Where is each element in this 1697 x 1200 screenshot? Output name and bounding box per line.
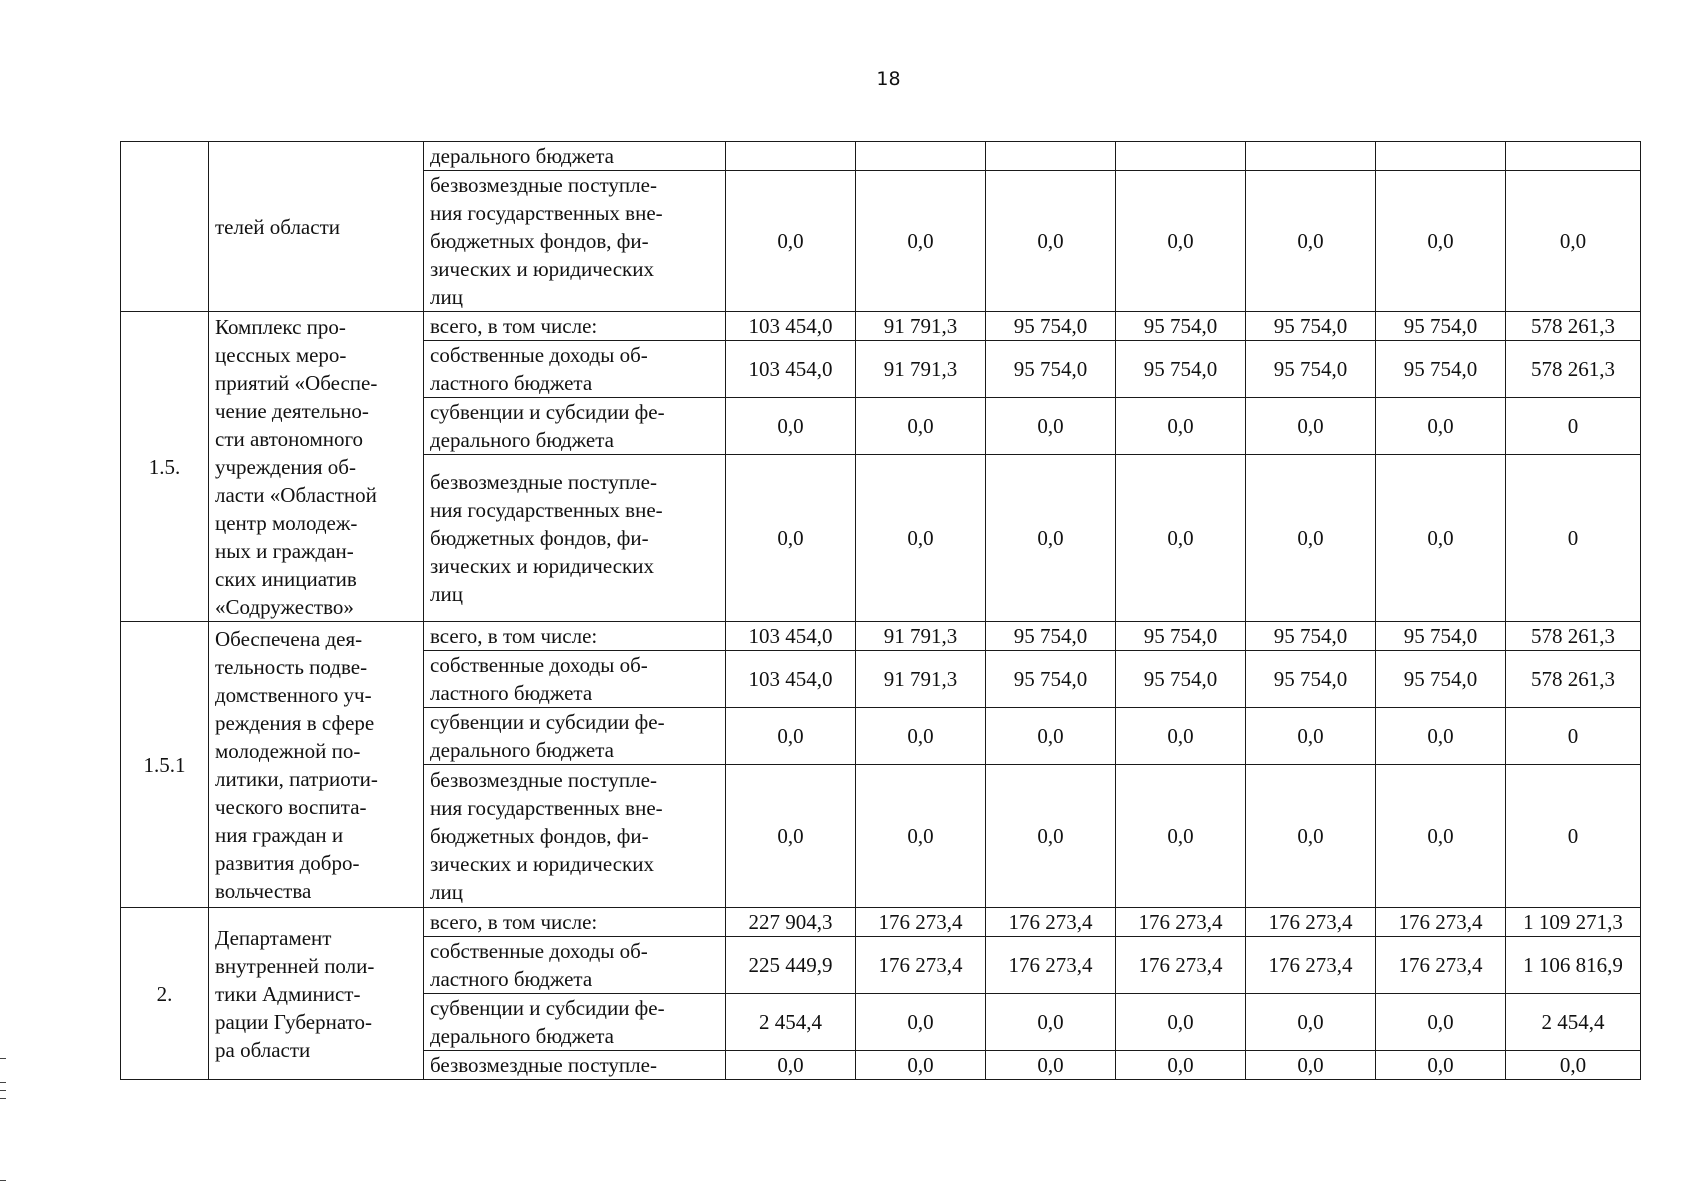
value-cell: 176 273,4 (1376, 908, 1506, 937)
code-cell: 1.5. (121, 312, 209, 622)
value-cell: 0,0 (726, 708, 856, 765)
value-cell: 176 273,4 (856, 908, 986, 937)
value-cell: 0,0 (1246, 398, 1376, 455)
value-cell: 225 449,9 (726, 937, 856, 994)
value-cell: 0,0 (986, 171, 1116, 312)
source-cell: всего, в том числе: (424, 622, 726, 651)
value-cell: 0,0 (1116, 765, 1246, 908)
value-cell: 227 904,3 (726, 908, 856, 937)
value-cell: 0,0 (1246, 994, 1376, 1051)
value-cell: 0,0 (986, 765, 1116, 908)
value-cell: 0,0 (1246, 765, 1376, 908)
source-cell: всего, в том числе: (424, 908, 726, 937)
name-cell: Комплекс про- цессных меро- приятий «Обеспе- чение деятельно- сти автономного учреждения об- ласти «Областной центр молодеж- ных и граждан- ских инициатив «Содружество» (209, 312, 424, 622)
source-cell: субвенции и субсидии фе- дерального бюджета (424, 398, 726, 455)
value-cell: 0,0 (1246, 708, 1376, 765)
value-cell: 95 754,0 (1246, 312, 1376, 341)
scan-edge-mark (0, 1180, 6, 1181)
value-cell: 0,0 (726, 1051, 856, 1080)
value-cell: 0,0 (726, 398, 856, 455)
table-row (121, 622, 1641, 651)
budget-table (120, 141, 1641, 1080)
value-cell: 0,0 (1506, 171, 1641, 312)
value-cell: 95 754,0 (1376, 651, 1506, 708)
table-row (121, 908, 1641, 937)
code-cell: 2. (121, 908, 209, 1080)
source-cell: всего, в том числе: (424, 312, 726, 341)
value-cell: 0,0 (856, 765, 986, 908)
value-cell: 0,0 (986, 1051, 1116, 1080)
value-cell: 0 (1506, 708, 1641, 765)
value-cell: 176 273,4 (1116, 908, 1246, 937)
value-cell: 578 261,3 (1506, 622, 1641, 651)
value-cell (1506, 142, 1641, 171)
value-cell: 95 754,0 (1376, 312, 1506, 341)
scan-edge-mark (0, 1090, 6, 1091)
value-cell: 0,0 (1376, 1051, 1506, 1080)
value-cell: 95 754,0 (986, 341, 1116, 398)
value-cell: 91 791,3 (856, 651, 986, 708)
value-cell: 0,0 (856, 708, 986, 765)
name-cell: телей области (209, 142, 424, 312)
value-cell: 0,0 (1116, 398, 1246, 455)
value-cell: 0,0 (726, 765, 856, 908)
name-cell: Обеспечена дея- тельность подве- домственного уч- реждения в сфере молодежной по- литики, патриоти- ческого воспита- ния граждан и развития добро- вольчества (209, 622, 424, 908)
code-cell: 1.5.1 (121, 622, 209, 908)
name-cell: Департамент внутренней поли- тики Админист- рации Губернато- ра области (209, 908, 424, 1080)
value-cell: 0,0 (1246, 455, 1376, 622)
value-cell: 2 454,4 (726, 994, 856, 1051)
value-cell (1246, 142, 1376, 171)
value-cell: 0,0 (726, 171, 856, 312)
value-cell (1376, 142, 1506, 171)
value-cell: 95 754,0 (1246, 341, 1376, 398)
value-cell: 0,0 (1506, 1051, 1641, 1080)
value-cell: 0,0 (1376, 765, 1506, 908)
source-cell: безвозмездные поступле- ния государственных вне- бюджетных фондов, фи- зических и юридических лиц (424, 455, 726, 622)
value-cell: 91 791,3 (856, 622, 986, 651)
value-cell: 0 (1506, 765, 1641, 908)
value-cell: 95 754,0 (1116, 651, 1246, 708)
value-cell: 0,0 (1116, 994, 1246, 1051)
value-cell: 95 754,0 (1246, 622, 1376, 651)
value-cell: 578 261,3 (1506, 341, 1641, 398)
value-cell: 0,0 (856, 398, 986, 455)
value-cell: 0,0 (856, 171, 986, 312)
value-cell: 176 273,4 (1246, 908, 1376, 937)
source-cell: субвенции и субсидии фе- дерального бюджета (424, 708, 726, 765)
value-cell: 103 454,0 (726, 341, 856, 398)
value-cell: 176 273,4 (1116, 937, 1246, 994)
value-cell: 95 754,0 (1376, 341, 1506, 398)
scan-edge-mark (0, 1058, 6, 1059)
scan-edge-mark (0, 1098, 6, 1099)
value-cell: 176 273,4 (856, 937, 986, 994)
value-cell: 0,0 (1376, 398, 1506, 455)
value-cell: 0,0 (1246, 1051, 1376, 1080)
value-cell: 103 454,0 (726, 622, 856, 651)
value-cell: 578 261,3 (1506, 312, 1641, 341)
code-cell (121, 142, 209, 312)
value-cell: 95 754,0 (1246, 651, 1376, 708)
value-cell: 0 (1506, 398, 1641, 455)
value-cell: 0,0 (1376, 994, 1506, 1051)
scan-edge-mark (0, 1082, 6, 1083)
value-cell: 0,0 (856, 455, 986, 622)
value-cell: 0,0 (1246, 171, 1376, 312)
value-cell: 578 261,3 (1506, 651, 1641, 708)
value-cell: 0,0 (1116, 455, 1246, 622)
value-cell: 0,0 (1376, 455, 1506, 622)
source-cell: дерального бюджета (424, 142, 726, 171)
value-cell: 1 106 816,9 (1506, 937, 1641, 994)
value-cell: 91 791,3 (856, 312, 986, 341)
value-cell: 0,0 (1376, 171, 1506, 312)
source-cell: собственные доходы об- ластного бюджета (424, 341, 726, 398)
table-row (121, 142, 1641, 171)
value-cell: 176 273,4 (1246, 937, 1376, 994)
source-cell: безвозмездные поступле- (424, 1051, 726, 1080)
value-cell: 95 754,0 (1376, 622, 1506, 651)
source-cell: собственные доходы об- ластного бюджета (424, 937, 726, 994)
source-cell: собственные доходы об- ластного бюджета (424, 651, 726, 708)
value-cell: 0,0 (726, 455, 856, 622)
value-cell: 0,0 (1116, 171, 1246, 312)
value-cell: 0,0 (856, 1051, 986, 1080)
value-cell: 91 791,3 (856, 341, 986, 398)
value-cell: 0,0 (1116, 708, 1246, 765)
value-cell: 176 273,4 (986, 908, 1116, 937)
value-cell: 95 754,0 (986, 622, 1116, 651)
value-cell: 95 754,0 (986, 312, 1116, 341)
value-cell: 0,0 (1116, 1051, 1246, 1080)
value-cell: 103 454,0 (726, 312, 856, 341)
value-cell: 0,0 (986, 455, 1116, 622)
source-cell: субвенции и субсидии фе- дерального бюджета (424, 994, 726, 1051)
value-cell: 95 754,0 (986, 651, 1116, 708)
value-cell: 0,0 (856, 994, 986, 1051)
value-cell: 1 109 271,3 (1506, 908, 1641, 937)
value-cell: 2 454,4 (1506, 994, 1641, 1051)
value-cell: 103 454,0 (726, 651, 856, 708)
value-cell: 0,0 (986, 398, 1116, 455)
value-cell: 0,0 (1376, 708, 1506, 765)
table-row (121, 312, 1641, 341)
value-cell: 95 754,0 (1116, 622, 1246, 651)
source-cell: безвозмездные поступле- ния государственных вне- бюджетных фондов, фи- зических и юридических лиц (424, 765, 726, 908)
value-cell: 0,0 (986, 708, 1116, 765)
value-cell: 176 273,4 (1376, 937, 1506, 994)
page-number: 18 (876, 68, 901, 90)
value-cell: 0,0 (986, 994, 1116, 1051)
value-cell (726, 142, 856, 171)
value-cell: 95 754,0 (1116, 341, 1246, 398)
value-cell: 95 754,0 (1116, 312, 1246, 341)
value-cell (856, 142, 986, 171)
value-cell (986, 142, 1116, 171)
value-cell: 176 273,4 (986, 937, 1116, 994)
value-cell: 0 (1506, 455, 1641, 622)
value-cell (1116, 142, 1246, 171)
source-cell: безвозмездные поступле- ния государственных вне- бюджетных фондов, фи- зических и юридических лиц (424, 171, 726, 312)
